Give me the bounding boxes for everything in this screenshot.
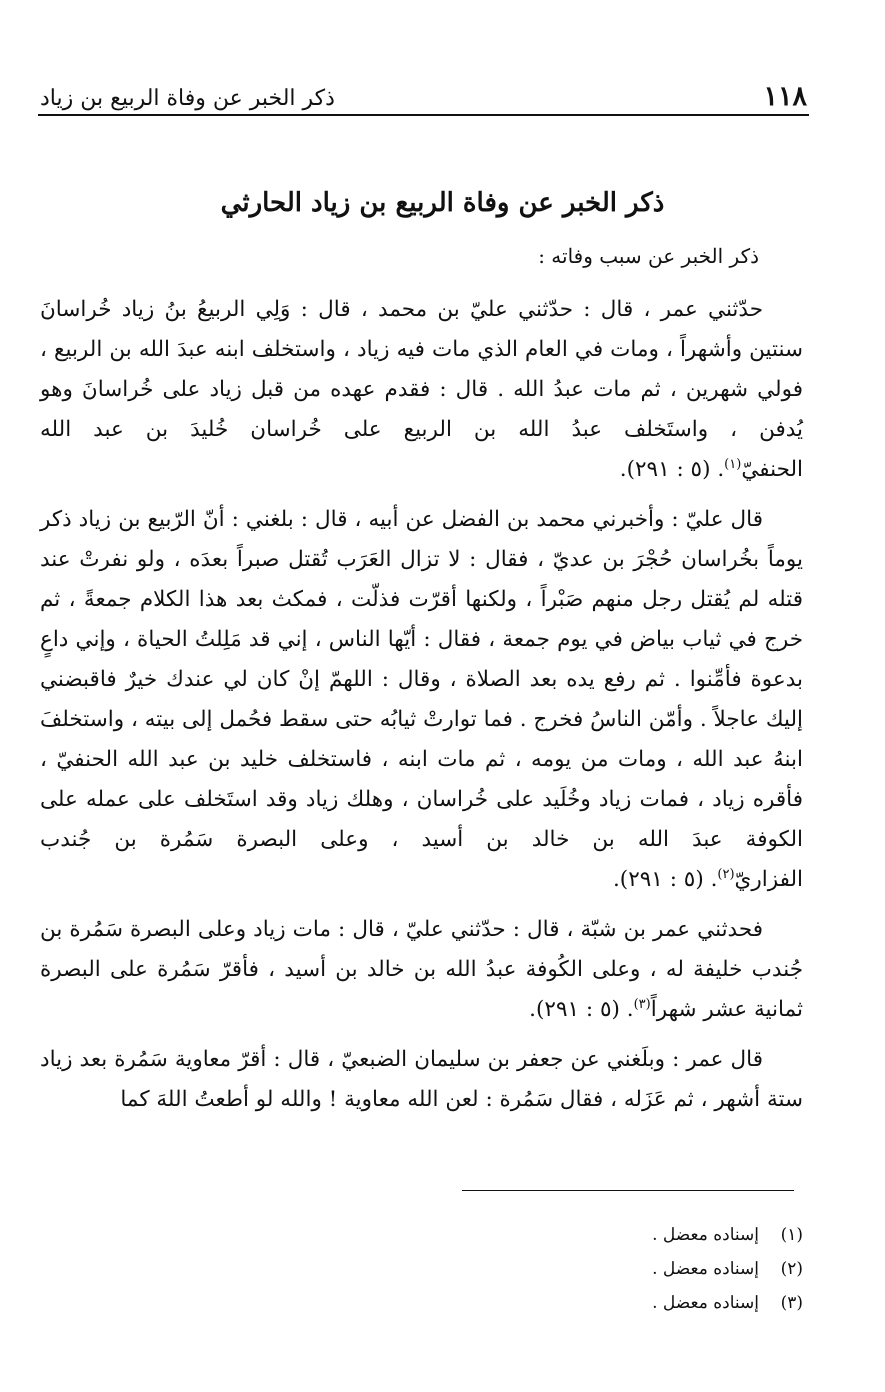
footnote-item	[652, 1218, 803, 1252]
chapter-title: ذكر الخبر عن وفاة الربيع بن زياد الحارثي	[220, 188, 665, 218]
footnote-number: (١)	[780, 1225, 803, 1245]
footnote-text: إسناده معضل .	[652, 1225, 759, 1245]
footnote-divider	[462, 1190, 794, 1191]
body-text	[40, 290, 803, 1130]
paragraph-1	[40, 290, 803, 490]
footnote-marker: (١)	[724, 456, 742, 472]
running-header	[40, 70, 807, 110]
header-divider	[38, 114, 809, 116]
page-number: ١١٨	[763, 81, 807, 112]
footnotes	[652, 1218, 803, 1320]
paragraph-4	[40, 1040, 803, 1120]
paragraph-text: حدّثني عمر ، قال : حدّثني عليّ بن محمد ، قال : وَلِي الربيعُ بنُ زياد خُراسانَ سنتين وأشهراً ، ومات في العام الذي مات فيه زياد ، واستخلف ابنه عبدَ الله بن الربيع ، فولي شهرين ، ثم مات عبدُ الله . قال : فقدم عهده من قبل زياد على خُراسانَ وهو يُدفن ، واستَخلف عبدُ الله بن الربيع على خُراسان خُليدَ بن عبد الله الحنفيّ	[40, 297, 803, 482]
paragraph-text: قال عليّ : وأخبرني محمد بن الفضل عن أبيه ، قال : بلغني : أنّ الرّبيع بن زياد ذكر يوماً بخُراسان حُجْرَ بن عديّ ، فقال : لا تزال العَرَب تُقتل صبراً بعدَه ، ولو نفرتْ عند قتله لم يُقتل رجل منهم صَبْراً ، ولكنها أقرّت فذلّت ، فمكث بعد هذا الكلام جمعةً ، ثم خرج في ثياب بياض في يوم جمعة ، فقال : أيّها الناس ، إني قد مَلِلتُ الحياة ، وإني داعٍ بدعوة فأمِّنوا . ثم رفع يده بعد الصلاة ، وقال : اللهمّ إنْ كان لي عندك خيرٌ فاقبضني إليك عاجلاً . وأمّن الناسُ فخرج . فما توارتْ ثيابُه حتى سقط فحُمل إلى بيته ، واستخلفَ ابنهُ عبد الله ، ومات من يومه ، ثم مات ابنه ، فاستخلف خليد بن عبد الله الحنفيّ ، فأقره زياد ، فمات زياد وخُلَيد على خُراسان ، وهلك زياد وقد استَخلف على عمله على الكوفة عبدَ الله بن خالد بن أسيد ، وعلى البصرة سَمُرة بن جُندب الفزاريّ	[40, 507, 803, 892]
source-reference: . (٥ : ٢٩١).	[529, 997, 634, 1022]
paragraph-2	[40, 500, 803, 900]
source-reference: . (٥ : ٢٩١).	[612, 867, 718, 892]
source-reference: . (٥ : ٢٩١).	[619, 457, 725, 482]
footnote-marker: (٢)	[717, 866, 735, 882]
footnote-number: (٢)	[780, 1259, 803, 1279]
section-subheading: ذكر الخبر عن سبب وفاته :	[538, 244, 759, 268]
paragraph-3	[40, 910, 803, 1030]
footnote-text: إسناده معضل .	[652, 1259, 759, 1279]
footnote-item	[652, 1252, 803, 1286]
paragraph-text: فحدثني عمر بن شبّة ، قال : حدّثني عليّ ، قال : مات زياد وعلى البصرة سَمُرة بن جُندب خليفة له ، وعلى الكُوفة عبدُ الله بن خالد بن أسيد ، فأقرّ سَمُرة على البصرة ثمانية عشر شهراً	[40, 917, 803, 1022]
paragraph-text: قال عمر : وبلَغني عن جعفر بن سليمان الضبعيّ ، قال : أقرّ معاوية سَمُرة بعد زياد ستة أشهر ، ثم عَزَله ، فقال سَمُرة : لعن الله معاوية ! والله لو أطعتُ اللهَ كما	[40, 1047, 803, 1112]
footnote-marker: (٣)	[633, 996, 651, 1012]
footnote-text: إسناده معضل .	[652, 1293, 759, 1313]
running-header-title: ذكر الخبر عن وفاة الربيع بن زياد	[40, 86, 335, 111]
footnote-item	[652, 1286, 803, 1320]
footnote-number: (٣)	[780, 1293, 803, 1313]
